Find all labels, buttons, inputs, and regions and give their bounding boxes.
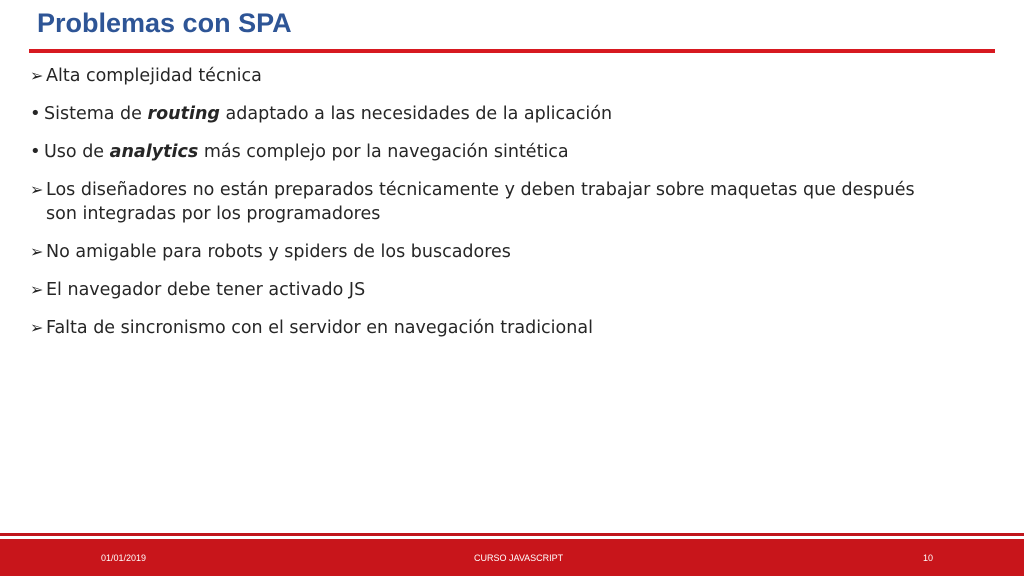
list-item-arrow	[30, 278, 990, 302]
emphasis-analytics: analytics	[109, 142, 199, 162]
dot-bullet-icon: •	[30, 141, 41, 162]
arrow-bullet-icon: ➢	[30, 242, 44, 261]
list-item-text: Los diseñadores no están preparados técnicamente y deben trabajar sobre maquetas que después son integradas por los programadores	[46, 180, 915, 224]
footer-divider	[0, 533, 1024, 536]
list-item-text: Sistema de routing adaptado a las necesidades de la aplicación	[44, 104, 613, 124]
footer-date: 01/01/2019	[101, 553, 147, 563]
arrow-bullet-icon: ➢	[30, 180, 44, 199]
list-item-arrow	[30, 240, 990, 264]
list-item-bullet	[30, 140, 990, 164]
footer-bar	[0, 539, 1024, 576]
dot-bullet-icon: •	[30, 103, 41, 124]
arrow-bullet-icon: ➢	[30, 280, 44, 299]
list-item-arrow	[30, 178, 990, 226]
emphasis-routing: routing	[147, 104, 220, 124]
list-item-text: Falta de sincronismo con el servidor en navegación tradicional	[46, 318, 593, 338]
list-item-text: No amigable para robots y spiders de los buscadores	[46, 242, 511, 262]
slide-content	[30, 64, 990, 340]
footer-page-number: 10	[923, 553, 934, 563]
list-item-text: Uso de analytics más complejo por la navegación sintética	[44, 142, 569, 162]
list-item-arrow	[30, 64, 990, 88]
arrow-bullet-icon: ➢	[30, 66, 44, 85]
list-item-bullet	[30, 102, 990, 126]
title-underline	[29, 49, 995, 53]
list-item-text: El navegador debe tener activado JS	[46, 280, 366, 300]
footer-course: CURSO JAVASCRIPT	[474, 553, 564, 563]
slide-title: Problemas con SPA	[37, 8, 292, 38]
list-item-text: Alta complejidad técnica	[46, 66, 262, 86]
arrow-bullet-icon: ➢	[30, 318, 44, 337]
list-item-arrow	[30, 316, 990, 340]
